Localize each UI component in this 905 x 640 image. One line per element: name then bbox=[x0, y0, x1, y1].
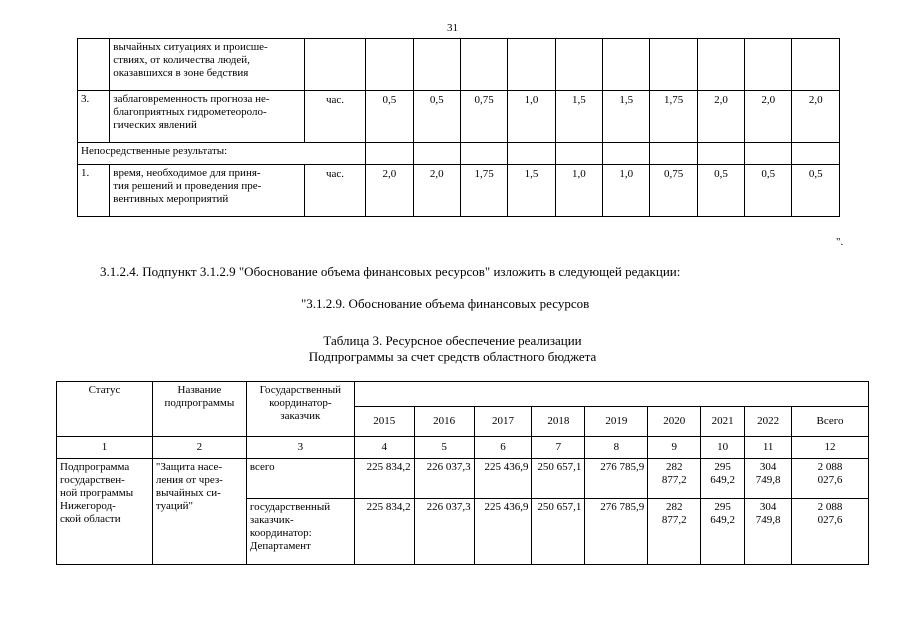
value-cell: 304 749,8 bbox=[745, 499, 792, 565]
value-cell: 0,75 bbox=[460, 91, 507, 143]
header-year: 2015 bbox=[354, 407, 414, 437]
value-cell: 0,5 bbox=[697, 165, 744, 217]
header-year: 2019 bbox=[585, 407, 648, 437]
table-row bbox=[78, 91, 840, 143]
table-row bbox=[57, 459, 869, 499]
column-number: 7 bbox=[532, 437, 585, 459]
column-number: 6 bbox=[474, 437, 532, 459]
header-year: 2018 bbox=[532, 407, 585, 437]
table-row bbox=[78, 143, 840, 165]
value-cell: 1,5 bbox=[555, 91, 602, 143]
column-number: 3 bbox=[246, 437, 354, 459]
indicator-text: вычайных ситуациях и происше- ствиях, от количества людей, оказавшихся в зоне бедствия bbox=[110, 39, 305, 91]
indicators-table bbox=[77, 38, 840, 217]
closing-quote: ". bbox=[836, 236, 844, 248]
value-cell: 226 037,3 bbox=[414, 499, 474, 565]
row-number: 1. bbox=[78, 165, 110, 217]
value-cell: 0,5 bbox=[366, 91, 413, 143]
table-caption-subtitle: Подпрограммы за счет средств областного бюджета bbox=[308, 349, 597, 364]
value-cell: 1,5 bbox=[508, 165, 555, 217]
value-cell: 2,0 bbox=[745, 91, 792, 143]
value-cell: 2,0 bbox=[792, 91, 840, 143]
value-cell: 0,5 bbox=[413, 91, 460, 143]
value-cell: 2,0 bbox=[366, 165, 413, 217]
header-year: 2020 bbox=[648, 407, 701, 437]
column-number: 4 bbox=[354, 437, 414, 459]
coordinator-cell: государственный заказчик- координатор: Департамент bbox=[246, 499, 354, 565]
value-cell: 295 649,2 bbox=[701, 499, 745, 565]
row-number: 3. bbox=[78, 91, 110, 143]
table-caption: Таблица 3. Ресурсное обеспечение реализации bbox=[323, 333, 582, 348]
value-cell: 276 785,9 bbox=[585, 499, 648, 565]
column-number-row bbox=[57, 437, 869, 459]
header-year: 2016 bbox=[414, 407, 474, 437]
subprogram-name-cell: "Защита насе- ления от чрез- вычайных си- туаций" bbox=[152, 459, 246, 565]
value-cell: 276 785,9 bbox=[585, 459, 648, 499]
value-cell: 1,0 bbox=[603, 165, 650, 217]
value-cell: 250 657,1 bbox=[532, 499, 585, 565]
header-year: 2017 bbox=[474, 407, 532, 437]
value-cell: 0,5 bbox=[745, 165, 792, 217]
value-cell: 0,75 bbox=[650, 165, 697, 217]
value-cell: 304 749,8 bbox=[745, 459, 792, 499]
column-number: 11 bbox=[745, 437, 792, 459]
column-number: 9 bbox=[648, 437, 701, 459]
value-cell: 0,5 bbox=[792, 165, 840, 217]
value-cell: 225 436,9 bbox=[474, 499, 532, 565]
value-cell: 2 088 027,6 bbox=[792, 459, 869, 499]
header-total: Всего bbox=[792, 407, 869, 437]
value-cell: 282 877,2 bbox=[648, 499, 701, 565]
unit-cell: час. bbox=[304, 165, 365, 217]
coordinator-cell: всего bbox=[246, 459, 354, 499]
section-heading: Непосредственные результаты: bbox=[78, 143, 366, 165]
resource-table bbox=[56, 381, 869, 565]
column-number: 1 bbox=[57, 437, 153, 459]
section-heading: "3.1.2.9. Обоснование объема финансовых ресурсов bbox=[301, 296, 590, 311]
table-row bbox=[78, 39, 840, 91]
header-year: 2022 bbox=[745, 407, 792, 437]
header-name: Название подпрограммы bbox=[152, 382, 246, 437]
value-cell: 282 877,2 bbox=[648, 459, 701, 499]
value-cell: 295 649,2 bbox=[701, 459, 745, 499]
column-number: 8 bbox=[585, 437, 648, 459]
header-coordinator: Государственный координатор- заказчик bbox=[246, 382, 354, 437]
column-number: 2 bbox=[152, 437, 246, 459]
amendment-paragraph: 3.1.2.4. Подпункт 3.1.2.9 "Обоснование объема финансовых ресурсов" изложить в следующей редакции: bbox=[100, 264, 681, 279]
value-cell: 225 436,9 bbox=[474, 459, 532, 499]
indicator-text: время, необходимое для приня- тия решений и проведения пре- вентивных мероприятий bbox=[110, 165, 305, 217]
status-cell: Подпрограмма государствен- ной программы Нижегород- ской области bbox=[57, 459, 153, 565]
value-cell: 2,0 bbox=[697, 91, 744, 143]
column-number: 5 bbox=[414, 437, 474, 459]
value-cell: 2,0 bbox=[413, 165, 460, 217]
value-cell: 225 834,2 bbox=[354, 459, 414, 499]
value-cell: 2 088 027,6 bbox=[792, 499, 869, 565]
unit-cell: час. bbox=[304, 91, 365, 143]
header-status: Статус bbox=[57, 382, 153, 437]
header-year: 2021 bbox=[701, 407, 745, 437]
header-row bbox=[57, 382, 869, 407]
value-cell: 1,0 bbox=[508, 91, 555, 143]
value-cell: 1,75 bbox=[460, 165, 507, 217]
page-number: 31 bbox=[447, 22, 458, 34]
value-cell: 225 834,2 bbox=[354, 499, 414, 565]
indicator-text: заблаговременность прогноза не- благоприятных гидрометеороло- гических явлений bbox=[110, 91, 305, 143]
value-cell: 1,75 bbox=[650, 91, 697, 143]
table-row bbox=[78, 165, 840, 217]
value-cell: 250 657,1 bbox=[532, 459, 585, 499]
value-cell: 226 037,3 bbox=[414, 459, 474, 499]
column-number: 12 bbox=[792, 437, 869, 459]
column-number: 10 bbox=[701, 437, 745, 459]
value-cell: 1,5 bbox=[603, 91, 650, 143]
value-cell: 1,0 bbox=[555, 165, 602, 217]
